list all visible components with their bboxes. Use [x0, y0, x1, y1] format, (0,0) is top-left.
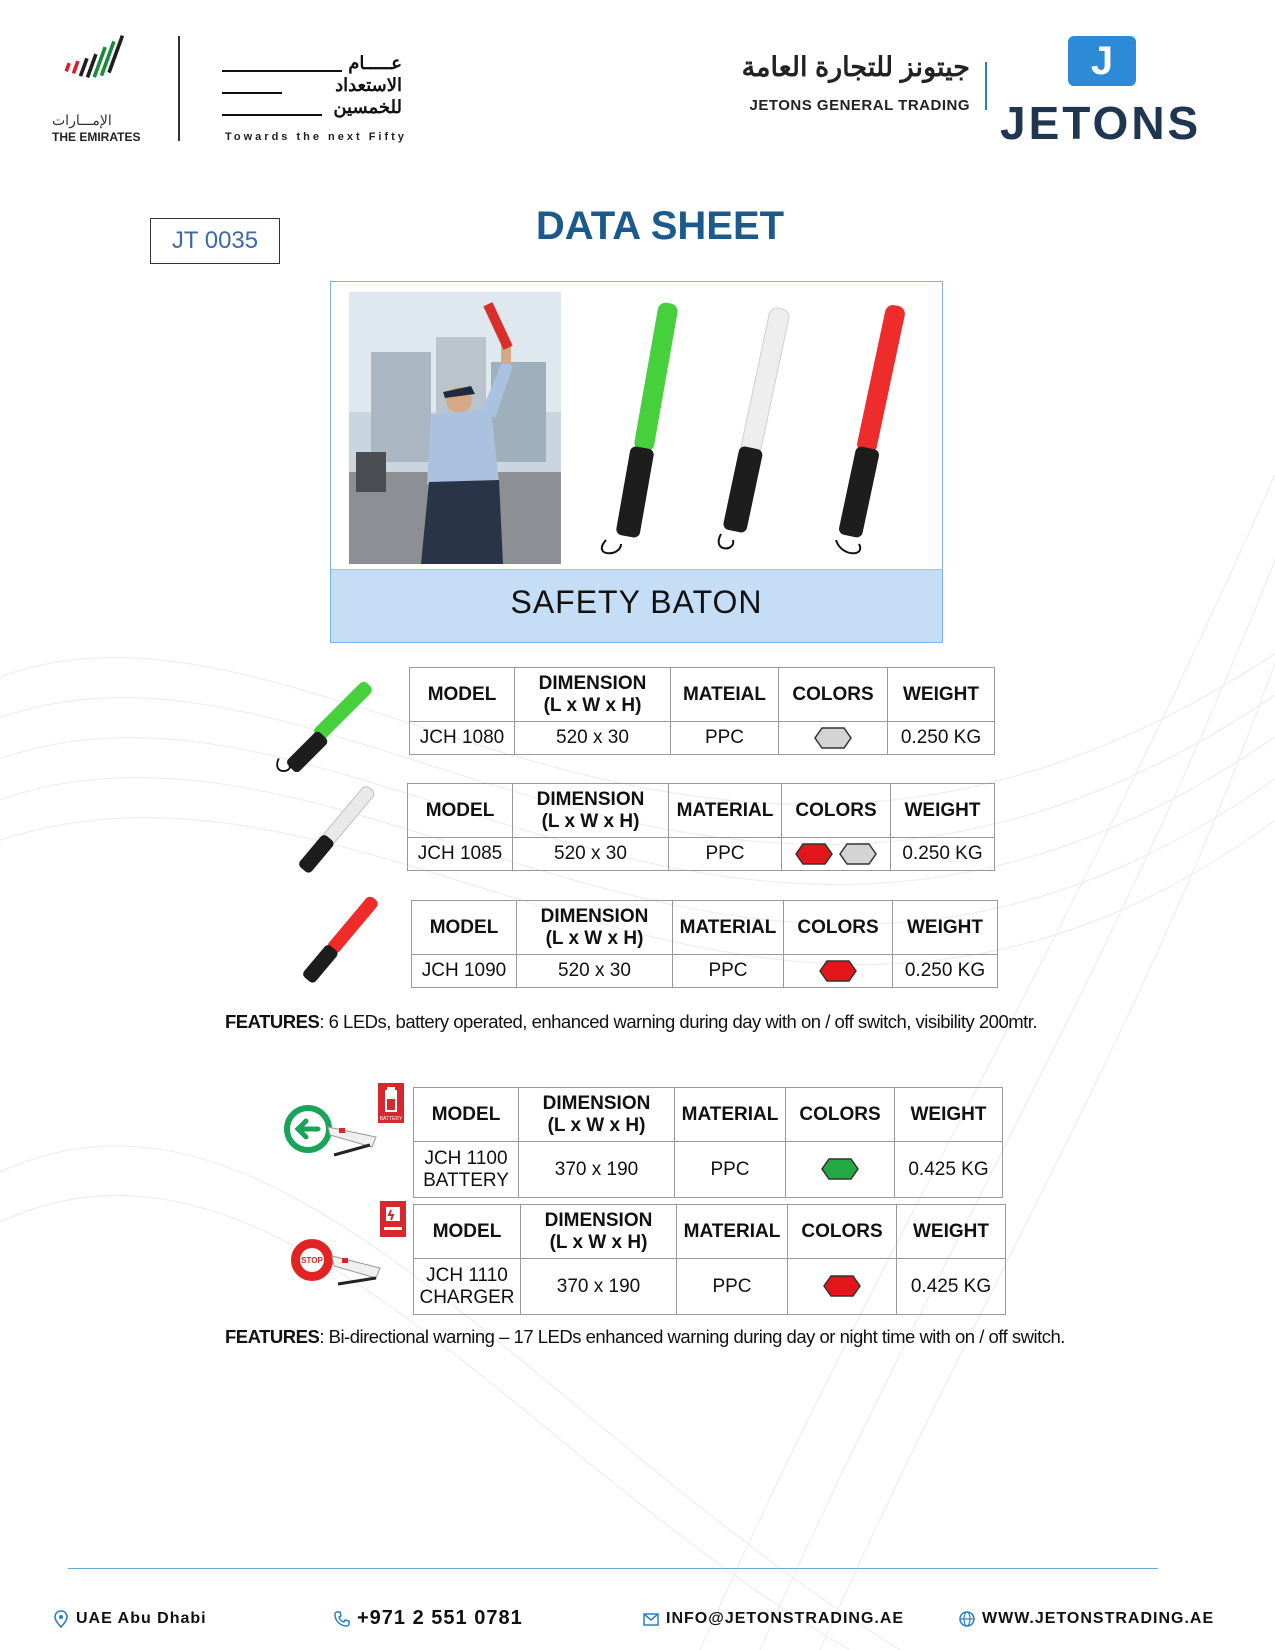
cell-colors — [784, 955, 893, 988]
header-colors: COLORS — [782, 784, 891, 838]
cell-colors — [782, 838, 891, 871]
cell-material: PPC — [673, 955, 784, 988]
header-material: MATERIAL — [677, 1205, 788, 1259]
email-icon — [642, 1610, 660, 1628]
footer-website-text: WWW.JETONSTRADING.AE — [982, 1610, 1215, 1628]
cell-material: PPC — [671, 722, 779, 755]
fifty-underline-2 — [222, 92, 282, 94]
header-material: MATERIAL — [673, 901, 784, 955]
header-colors: COLORS — [786, 1088, 895, 1142]
header-weight: WEIGHT — [893, 901, 998, 955]
green-arrow-paddle-icon — [284, 1105, 384, 1165]
header-weight: WEIGHT — [897, 1205, 1006, 1259]
cell-material: PPC — [677, 1259, 788, 1315]
jetons-logo-letter: J — [1090, 39, 1114, 83]
header-weight: WEIGHT — [888, 668, 995, 722]
header-model: MODEL — [414, 1088, 519, 1142]
header-weight: WEIGHT — [891, 784, 995, 838]
footer-website[interactable] — [958, 1610, 1214, 1628]
header-dimension-line1: DIMENSION — [536, 788, 645, 810]
header-colors: COLORS — [788, 1205, 897, 1259]
cell-colors — [779, 722, 888, 755]
header-material: MATERIAL — [675, 1088, 786, 1142]
jetons-brand-word: JETONS — [1000, 97, 1202, 149]
spec-table-2 — [407, 783, 995, 871]
fifty-logo — [222, 52, 402, 118]
footer-location-text: UAE Abu Dhabi — [76, 1610, 207, 1628]
company-divider — [985, 62, 987, 110]
header-dimension-line1: DIMENSION — [538, 672, 647, 694]
spec-table-1 — [409, 667, 995, 755]
header-dimension-line2: (L x W x H) — [545, 927, 644, 949]
cell-model: JCH 1080 — [410, 722, 515, 755]
cell-model-line1: JCH 1110 — [426, 1264, 508, 1286]
hero-product-panel — [330, 281, 943, 643]
footer-divider — [68, 1568, 1158, 1569]
cell-weight: 0.250 KG — [891, 838, 995, 871]
cell-dimension: 520 x 30 — [515, 722, 671, 755]
fifty-arabic-line-3: للخمسين — [333, 97, 402, 117]
cell-dimension: 370 x 190 — [521, 1259, 677, 1315]
footer-email-text: INFO@JETONSTRADING.AE — [666, 1610, 905, 1628]
cell-model — [414, 1142, 519, 1198]
spec-table-3 — [411, 900, 998, 988]
cell-dimension: 520 x 30 — [513, 838, 669, 871]
cell-colors — [788, 1259, 897, 1315]
fifty-underline-1 — [222, 70, 342, 72]
header-dimension-line1: DIMENSION — [544, 1209, 653, 1231]
header-model: MODEL — [414, 1205, 521, 1259]
header-model: MODEL — [408, 784, 513, 838]
white-baton-image — [719, 307, 791, 549]
uae-logo-arabic-text: الإمـــارات — [52, 112, 112, 128]
red-color-swatch-icon — [823, 1275, 861, 1297]
company-arabic-name: جيتونز للتجارة العامة — [741, 52, 970, 82]
stop-sign-paddle-icon — [286, 1234, 386, 1294]
battery-icon-label: BATTERY — [379, 1116, 403, 1122]
company-english-name: JETONS GENERAL TRADING — [749, 97, 970, 114]
cell-model-line2: BATTERY — [423, 1169, 509, 1191]
uae-logo-english-text: THE EMIRATES — [52, 130, 141, 144]
phone-icon — [333, 1610, 351, 1628]
hero-illustration — [331, 282, 943, 572]
features-paddle — [225, 1326, 1065, 1348]
header-dimension-line1: DIMENSION — [542, 1092, 651, 1114]
white-baton-icon — [289, 778, 389, 883]
cell-model-line2: CHARGER — [419, 1286, 515, 1308]
charger-icon — [380, 1201, 406, 1237]
red-baton-icon — [293, 888, 393, 993]
red-color-swatch-icon — [795, 843, 833, 865]
fifty-arabic-line-1: عـــــام — [348, 53, 402, 73]
features-text: : 6 LEDs, battery operated, enhanced warning during day with on / off switch, visibility 200mtr. — [319, 1011, 1038, 1032]
fifty-tagline: Towards the next Fifty — [225, 131, 407, 143]
fifty-arabic-line-2: الاستعداد — [335, 75, 402, 95]
cell-model: JCH 1085 — [408, 838, 513, 871]
red-color-swatch-icon — [819, 960, 857, 982]
header-model: MODEL — [412, 901, 517, 955]
features-text: : Bi-directional warning – 17 LEDs enhanced warning during day or night time with on / off switch. — [319, 1326, 1065, 1347]
red-baton-image — [836, 304, 906, 554]
cell-model-line1: JCH 1100 — [424, 1147, 508, 1169]
page-title: DATA SHEET — [535, 204, 785, 248]
header-dimension — [517, 901, 673, 955]
uae-emirates-logo-icon — [50, 30, 140, 110]
cell-material: PPC — [669, 838, 782, 871]
header-dimension-line2: (L x W x H) — [547, 1114, 646, 1136]
cell-weight: 0.425 KG — [897, 1259, 1006, 1315]
footer-location — [52, 1610, 207, 1628]
header-dimension-line2: (L x W x H) — [543, 694, 642, 716]
header-dimension — [515, 668, 671, 722]
header-weight: WEIGHT — [895, 1088, 1003, 1142]
footer-email[interactable] — [642, 1610, 904, 1628]
cell-material: PPC — [675, 1142, 786, 1198]
cell-model — [414, 1259, 521, 1315]
globe-icon — [958, 1610, 976, 1628]
header-material: MATEIAL — [671, 668, 779, 722]
hero-caption: SAFETY BATON — [331, 569, 942, 642]
cell-weight: 0.250 KG — [888, 722, 995, 755]
header-dimension — [521, 1205, 677, 1259]
cell-dimension: 520 x 30 — [517, 955, 673, 988]
fifty-underline-3 — [222, 114, 322, 116]
spec-table-5 — [413, 1204, 1006, 1315]
features-baton — [225, 1011, 1037, 1033]
location-pin-icon — [52, 1610, 70, 1628]
header-divider — [178, 36, 180, 141]
cell-colors — [786, 1142, 895, 1198]
features-label: FEATURES — [225, 1011, 320, 1032]
footer-phone-text: +971 2 551 0781 — [357, 1607, 523, 1629]
header-model: MODEL — [410, 668, 515, 722]
grey-color-swatch-icon — [839, 843, 877, 865]
battery-icon — [378, 1083, 404, 1123]
spec-table-4 — [413, 1087, 1003, 1198]
grey-color-swatch-icon — [814, 727, 852, 749]
header-dimension — [513, 784, 669, 838]
green-baton-icon — [266, 674, 396, 784]
footer-phone[interactable] — [333, 1607, 523, 1630]
features-label: FEATURES — [225, 1326, 320, 1347]
header-colors: COLORS — [779, 668, 888, 722]
green-color-swatch-icon — [821, 1158, 859, 1180]
cell-weight: 0.425 KG — [895, 1142, 1003, 1198]
header-dimension — [519, 1088, 675, 1142]
cell-weight: 0.250 KG — [893, 955, 998, 988]
cell-dimension: 370 x 190 — [519, 1142, 675, 1198]
header-material: MATERIAL — [669, 784, 782, 838]
document-code: JT 0035 — [150, 218, 280, 264]
header-dimension-line1: DIMENSION — [540, 905, 649, 927]
header-colors: COLORS — [784, 901, 893, 955]
stop-sign-label: STOP — [301, 1256, 323, 1265]
header-dimension-line2: (L x W x H) — [541, 810, 640, 832]
officer-photo — [349, 292, 561, 564]
header-dimension-line2: (L x W x H) — [549, 1231, 648, 1253]
green-baton-image — [602, 301, 679, 553]
cell-model: JCH 1090 — [412, 955, 517, 988]
